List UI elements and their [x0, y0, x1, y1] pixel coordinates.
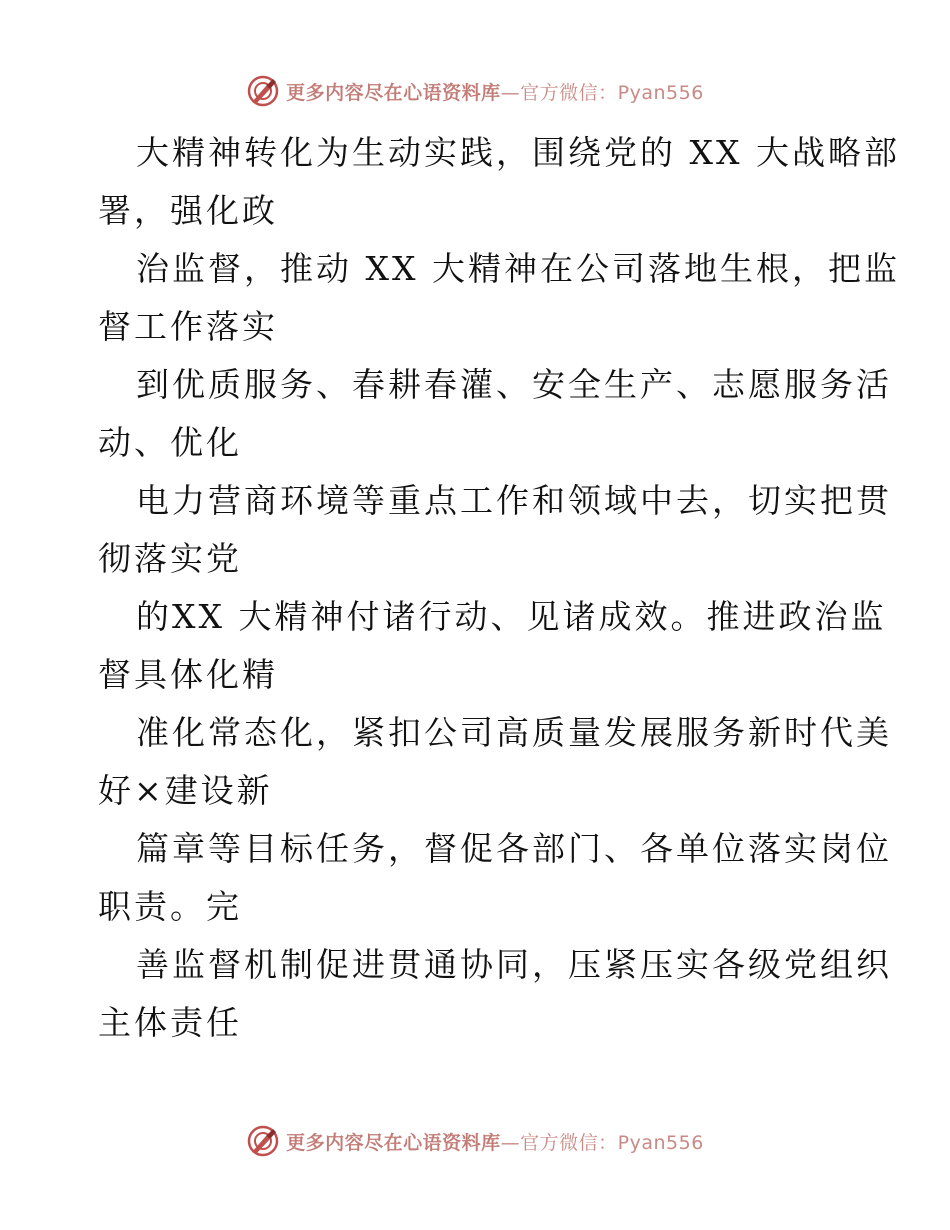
footer-watermark: [0, 1121, 950, 1161]
pen-logo-icon: [246, 1124, 280, 1158]
paragraph-line: 动、优化: [98, 423, 242, 462]
pen-logo-icon: [246, 74, 280, 108]
paragraph-line: 电力营商环境等重点工作和领域中去，切实把贯: [136, 481, 892, 520]
watermark-wechat-text: —官方微信：Pyan556: [500, 81, 704, 104]
header-watermark: [0, 71, 950, 111]
document-body: [98, 124, 900, 1052]
paragraph-line: 治监督，推动 XX 大精神在公司落地生根，把监: [136, 249, 900, 288]
paragraph-line: 署，强化政: [98, 191, 278, 230]
paragraph-line: 大精神转化为生动实践，围绕党的 XX 大战略部: [136, 133, 900, 172]
watermark-brand-text: 更多内容尽在心语资料库: [286, 1131, 501, 1154]
paragraph-line: 的XX 大精神付诸行动、见诸成效。推进政治监: [136, 597, 887, 636]
paragraph-line: 彻落实党: [98, 539, 242, 578]
paragraph-line: 准化常态化，紧扣公司高质量发展服务新时代美: [136, 713, 892, 752]
paragraph-line: 篇章等目标任务，督促各部门、各单位落实岗位: [136, 829, 892, 868]
paragraph-line: 善监督机制促进贯通协同，压紧压实各级党组织: [136, 945, 892, 984]
paragraph-line: 主体责任: [98, 1003, 242, 1042]
paragraph-line: 好×建设新: [98, 771, 273, 810]
paragraph-line: 到优质服务、春耕春灌、安全生产、志愿服务活: [136, 365, 892, 404]
watermark-wechat-text: —官方微信：Pyan556: [500, 1131, 704, 1154]
paragraph-line: 督具体化精: [98, 655, 278, 694]
paragraph-line: 职责。完: [98, 887, 242, 926]
watermark-brand-text: 更多内容尽在心语资料库: [286, 81, 501, 104]
paragraph-line: 督工作落实: [98, 307, 278, 346]
